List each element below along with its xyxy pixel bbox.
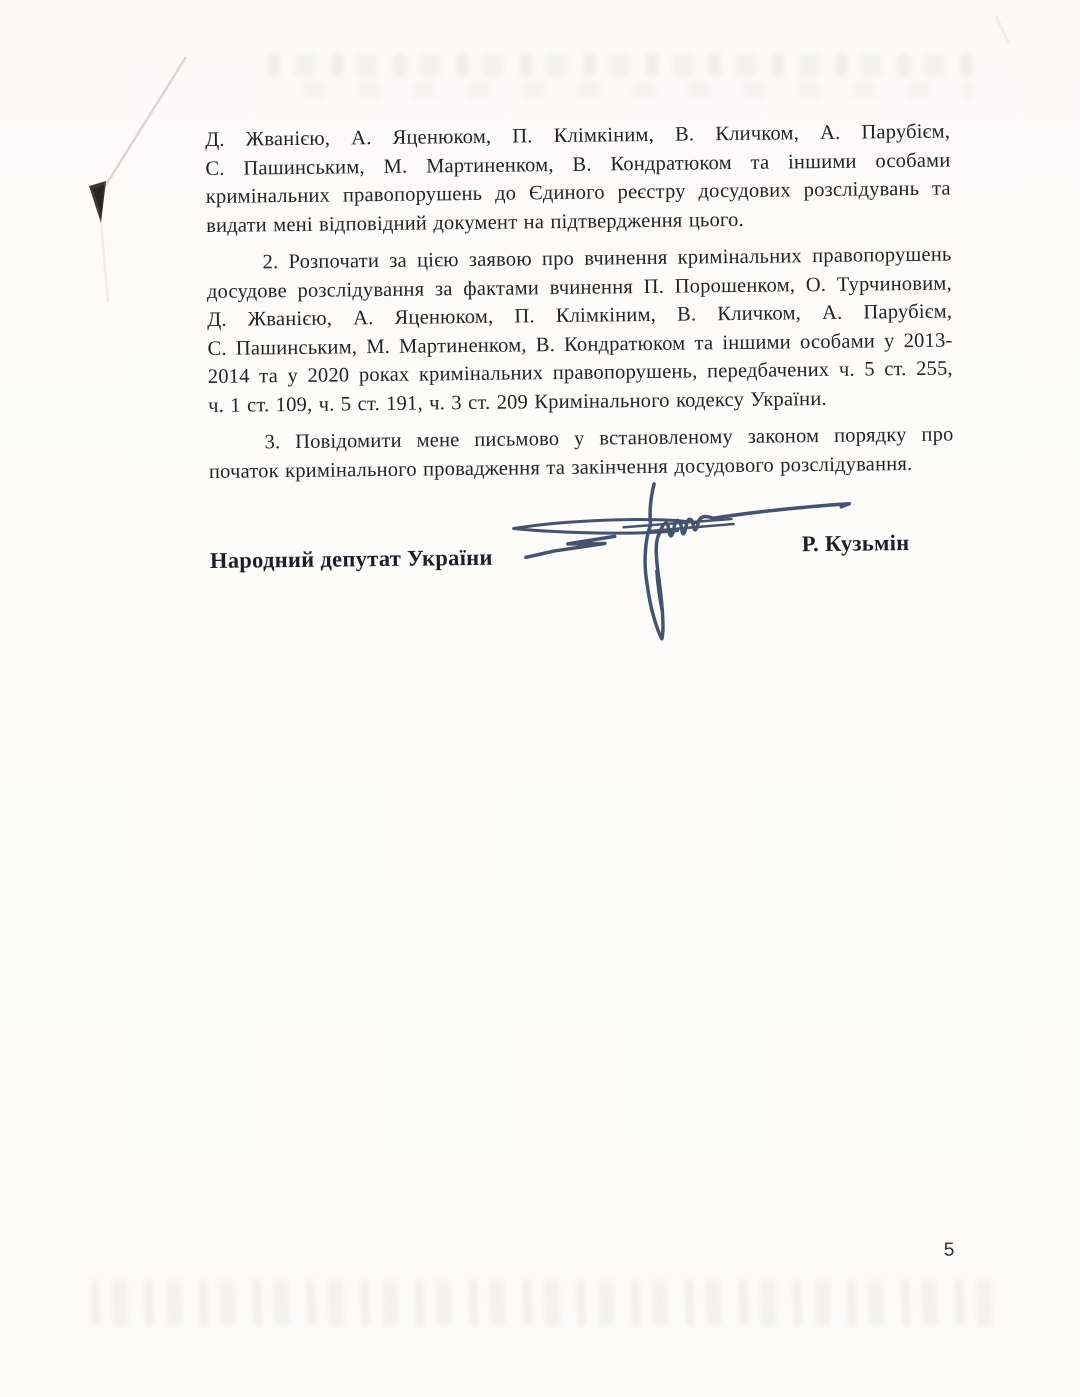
text-line: С. Пашинським, М. Мартиненком, В. Кондратюком та іншими особами у 2013- — [207, 329, 953, 360]
document-body — [205, 118, 963, 1306]
text-line: ч. 1 ст. 109, ч. 5 ст. 191, ч. 3 ст. 209 Кримінального кодексу України. — [208, 387, 827, 417]
text-line: кримінальних правопорушень до Єдиного реєстру досудових розслідувань та — [205, 177, 951, 208]
text-line: видати мені відповідний документ на підтвердження цього. — [206, 208, 744, 237]
text-line: 2. Розпочати за цією заявою про вчинення кримінальних правопорушень — [262, 243, 952, 274]
text-line: досудове розслідування за фактами вчинення П. Порошенком, О. Турчиновим, — [206, 272, 952, 303]
text-line: початок кримінального провадження та закінчення досудового розслідування. — [208, 452, 913, 483]
text-line: 2014 та у 2020 роках кримінальних правопорушень, передбачених ч. 5 ст. 255, — [207, 357, 953, 388]
paragraph — [205, 118, 951, 240]
paragraph — [206, 241, 953, 420]
text-line: С. Пашинським, М. Мартиненком, В. Кондратюком та іншими особами — [205, 149, 951, 180]
text-line: Д. Жванією, А. Яценюком, П. Клімкіним, В. Кличком, А. Парубієм, — [207, 300, 953, 331]
page-number: 5 — [943, 1239, 955, 1261]
body-paragraphs — [205, 118, 954, 486]
signatory-name: Р. Кузьмін — [801, 530, 910, 557]
signatory-title: Народний депутат України — [209, 544, 493, 573]
text-line: 3. Повідомити мене письмово у встановленому законом порядку про — [264, 423, 954, 454]
bleedthrough-artifact-top — [268, 50, 973, 106]
text-line: Д. Жванією, А. Яценюком, П. Клімкіним, В. Кличком, А. Парубієм, — [205, 120, 951, 151]
handwritten-signature — [497, 476, 879, 660]
